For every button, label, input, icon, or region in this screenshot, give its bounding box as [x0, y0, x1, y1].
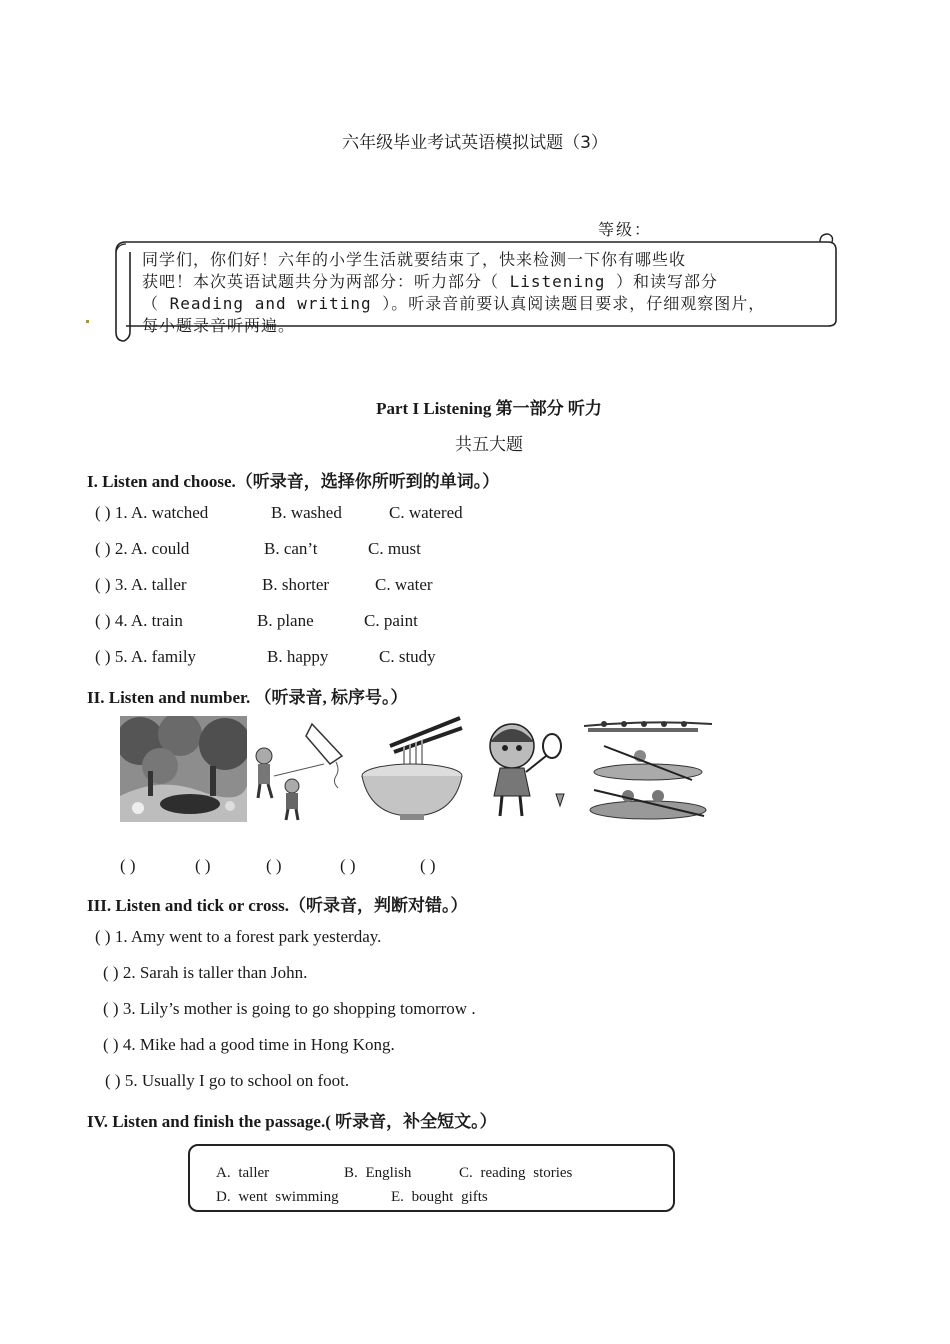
answer-slot[interactable]: ( ): [340, 856, 356, 875]
badminton-girl-picture: [472, 716, 574, 822]
intro-line: 同学们，你们好！六年的小学生活就要结束了，快来检测一下你有哪些收: [142, 250, 687, 269]
word-option: B. English: [344, 1165, 412, 1181]
answer-slot[interactable]: ( ): [420, 856, 436, 875]
page-title: 六年级毕业考试英语模拟试题（3）: [342, 133, 608, 153]
question-row: [0, 647, 950, 669]
word-option: C. reading stories: [459, 1165, 573, 1181]
section-1-heading: I. Listen and choose.（听录音，选择你所听到的单词。）: [87, 472, 500, 491]
question-choice-c: C. paint: [364, 611, 418, 630]
word-option: A. taller: [216, 1165, 270, 1181]
grade-label: 等级：: [598, 220, 653, 239]
intro-text: [142, 249, 765, 337]
rowing-picture: [584, 716, 712, 822]
question-choice-b: B. happy: [267, 647, 329, 666]
question-choice-c: C. water: [375, 575, 433, 594]
part-subheading: 共五大题: [455, 435, 523, 455]
question-row: [0, 575, 950, 597]
question-row: [0, 539, 950, 561]
section-2-heading: II. Listen and number. （听录音, 标序号。）: [87, 688, 408, 707]
question-choice-c: C. study: [379, 647, 436, 666]
section-4-heading: IV. Listen and finish the passage.( 听录音，补全短文。）: [87, 1112, 497, 1131]
answer-slot[interactable]: ( ): [195, 856, 211, 875]
answer-slot[interactable]: ( ): [266, 856, 282, 875]
kite-picture: [250, 716, 355, 822]
noodle-bowl-picture: [360, 716, 463, 822]
intro-line: （ Reading and writing ）。听录音前要认真阅读题目要求，仔细观察图片，: [142, 294, 766, 313]
statement-item: ( ) 3. Lily’s mother is going to go shopping tomorrow .: [103, 999, 476, 1018]
question-choice-b: B. washed: [271, 503, 342, 522]
question-choice-c: C. watered: [389, 503, 463, 522]
question-choice-b: B. plane: [257, 611, 314, 630]
question-choice-a: ( ) 4. A. train: [95, 611, 183, 630]
question-row: [0, 611, 950, 633]
question-choice-a: ( ) 3. A. taller: [95, 575, 187, 594]
forest-park-picture: [120, 716, 247, 822]
word-option: D. went swimming: [216, 1189, 339, 1205]
intro-line: 每小题录音听两遍。: [142, 316, 296, 335]
statement-item: ( ) 5. Usually I go to school on foot.: [105, 1071, 350, 1090]
question-choice-c: C. must: [368, 539, 421, 558]
question-choice-a: ( ) 2. A. could: [95, 539, 190, 558]
question-row: [0, 503, 950, 525]
part-heading: Part I Listening 第一部分 听力: [376, 399, 602, 418]
section-3-heading: III. Listen and tick or cross.（听录音，判断对错。）: [87, 896, 468, 915]
question-choice-a: ( ) 5. A. family: [95, 647, 197, 666]
statement-item: ( ) 2. Sarah is taller than John.: [103, 963, 308, 982]
stray-dot: [86, 320, 89, 323]
statement-item: ( ) 4. Mike had a good time in Hong Kong.: [103, 1035, 395, 1054]
question-choice-b: B. can’t: [264, 539, 318, 558]
question-choice-b: B. shorter: [262, 575, 330, 594]
intro-line: 获吧！本次英语试题共分为两部分：听力部分（ Listening ）和读写部分: [142, 272, 718, 291]
answer-slot[interactable]: ( ): [120, 856, 136, 875]
statement-item: ( ) 1. Amy went to a forest park yesterday.: [95, 927, 382, 946]
question-choice-a: ( ) 1. A. watched: [95, 503, 209, 522]
word-option: E. bought gifts: [391, 1189, 488, 1205]
